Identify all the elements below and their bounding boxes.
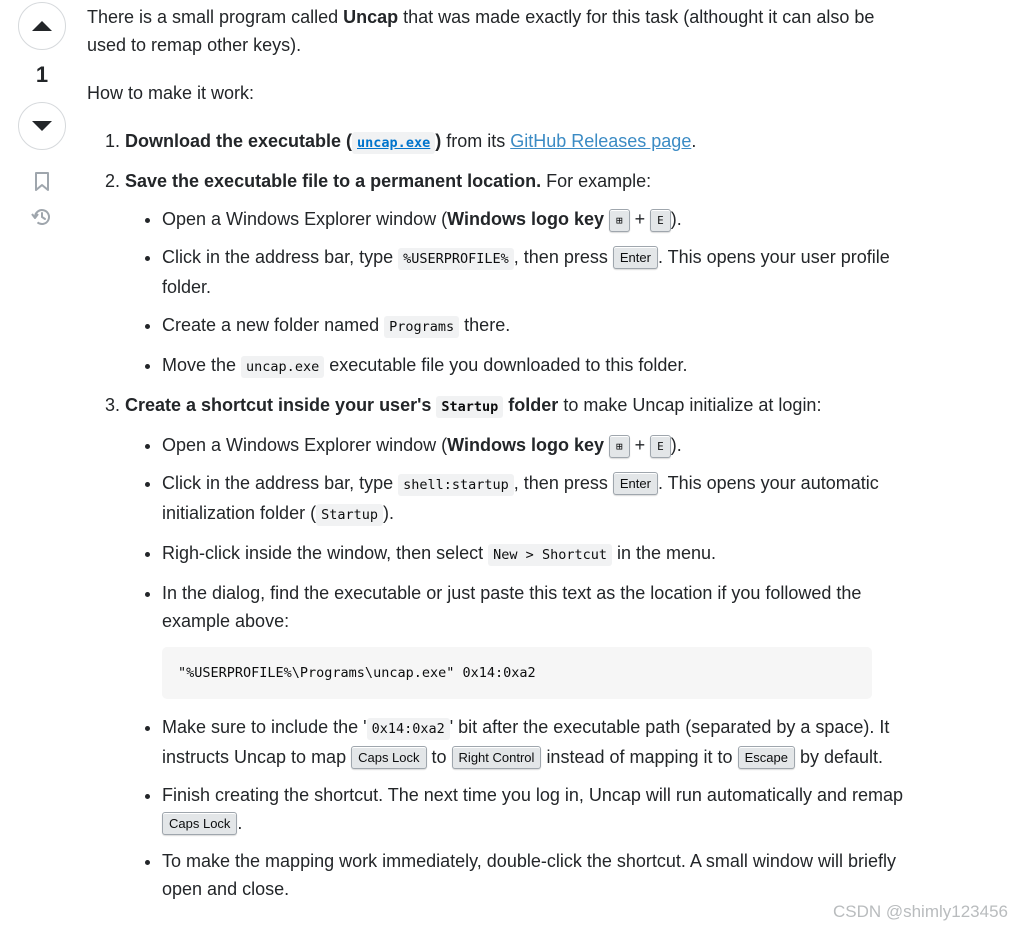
item-text-4: instead of mapping it to [546,747,738,767]
item-text-4: ). [382,503,394,523]
item-text: Click in the address bar, type [162,247,399,267]
list-item [162,205,917,233]
windows-key: ⊞ [609,435,630,458]
bookmark-icon[interactable] [34,172,50,192]
vote-column [16,2,68,228]
step-3-text: to make Uncap initialize at login: [558,395,822,415]
list-item [162,351,917,381]
windows-key: ⊞ [609,209,630,232]
list-item [162,781,917,837]
howto-paragraph: How to make it work: [87,83,255,103]
enter-key: Enter [613,472,658,495]
code-block[interactable]: "%USERPROFILE%\Programs\uncap.exe" 0x14:0xa2 [162,647,872,699]
plus-sign: + [634,209,646,229]
item-text: To make the mapping work immediately, double-click the shortcut. A small window will briefly open and close. [162,851,896,899]
downvote-button[interactable] [18,102,66,150]
item-text-2: there. [459,315,511,335]
step-3-bold-text: Create a shortcut inside your user's [125,395,437,415]
inline-code: uncap.exe [241,356,324,378]
step-3-bold-text-2: folder [503,395,559,415]
item-text-2: ). [670,209,682,229]
item-text-2: in the menu. [611,543,717,563]
item-text-3: . This opens your automatic initialization folder ( [162,473,879,523]
step-1 [125,127,917,157]
e-key: E [650,209,671,232]
enter-key: Enter [613,246,658,269]
escape-key: Escape [738,746,795,769]
item-text-5: by default. [799,747,884,767]
uncap-exe-code: uncap.exe [352,132,435,154]
upvote-button[interactable] [18,2,66,50]
step-1-bold-close: ) [435,131,442,151]
answer-body [87,3,917,913]
arrow-down-icon [32,120,52,132]
startup-code: Startup [436,396,503,418]
caps-lock-key: Caps Lock [351,746,426,769]
step-2-sublist [125,205,917,381]
list-item [162,579,917,699]
item-text-2: executable file you downloaded to this folder. [324,355,688,375]
item-text: Finish creating the shortcut. The next time you log in, Uncap will run automatically and remap [162,785,904,805]
item-text: In the dialog, find the executable or just paste this text as the location if you followed the example above: [162,583,862,631]
step-3 [125,391,917,903]
step-3-sublist [125,431,917,903]
step-2 [125,167,917,381]
item-text-2: , then press [513,247,613,267]
list-item [162,431,917,459]
inline-code: New > Shortcut [488,544,612,566]
item-text-2: ' bit after the executable path (separated by a space). It instructs Uncap to map [162,717,890,767]
item-text: Make sure to include the ' [162,717,367,737]
item-text-3: . This opens your user profile folder. [162,247,890,297]
inline-code-2: Startup [316,504,383,526]
item-text-2: ). [670,435,682,455]
intro-paragraph [87,3,917,59]
vote-count: 1 [35,62,49,87]
item-text-2: . [237,813,243,833]
item-text-2: , then press [513,473,613,493]
list-item [162,243,917,301]
list-item [162,311,917,341]
step-1-bold-text: Download the executable ( [125,131,353,151]
inline-code: Programs [384,316,459,338]
item-text: Righ-click inside the window, then select [162,543,489,563]
item-bold: Windows logo key [447,435,604,455]
list-item [162,713,917,771]
list-item [162,469,917,529]
item-text-3: to [431,747,452,767]
item-text: Move the [162,355,242,375]
e-key: E [650,435,671,458]
item-text: Create a new folder named [162,315,385,335]
github-releases-link[interactable]: GitHub Releases page [510,131,692,151]
item-bold: Windows logo key [447,209,604,229]
history-icon[interactable] [31,206,53,228]
item-text: Click in the address bar, type [162,473,399,493]
caps-lock-key: Caps Lock [162,812,237,835]
uncap-exe-link[interactable] [352,131,435,151]
step-2-text: For example: [541,171,652,191]
intro-text: There is a small program called [87,7,344,27]
steps-list [87,127,917,903]
step-1-period: . [691,131,697,151]
item-text: Open a Windows Explorer window ( [162,435,448,455]
step-1-bold [125,131,441,151]
plus-sign: + [634,435,646,455]
list-item [162,847,917,903]
step-2-bold: Save the executable file to a permanent location. [125,171,542,191]
inline-code: 0x14:0xa2 [367,718,450,740]
list-item [162,539,917,569]
item-text: Open a Windows Explorer window ( [162,209,448,229]
right-control-key: Right Control [452,746,542,769]
watermark: CSDN @shimly123456 [832,902,1008,921]
intro-text-2: that was made exactly for this task (althought it can also be used to remap other keys). [87,7,875,55]
step-3-bold [125,395,558,415]
arrow-up-icon [32,20,52,32]
step-1-text: from its [441,131,511,151]
program-name: Uncap [343,7,399,27]
inline-code: shell:startup [398,474,514,496]
inline-code: %USERPROFILE% [398,248,514,270]
